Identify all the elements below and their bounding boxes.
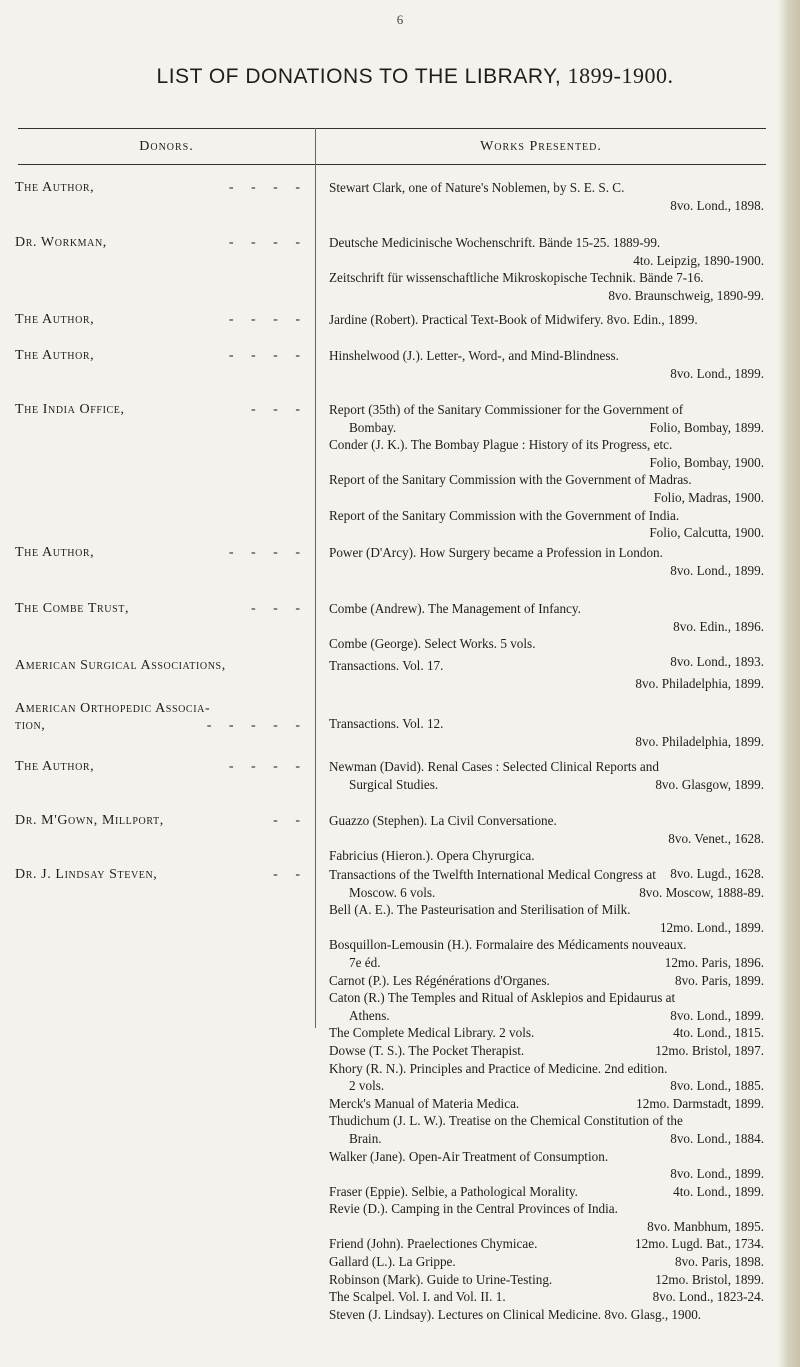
work-title: Bell (A. E.). The Pasteurisation and Sterilisation of Milk. <box>329 902 631 918</box>
work-publication: 8vo. Lond., 1823-24. <box>652 1289 764 1305</box>
table-top-rule <box>18 128 766 129</box>
work-entry-continued <box>329 524 764 542</box>
donor-leader-dots: - - - - <box>228 348 307 363</box>
work-title-continued: Surgical Studies. <box>349 776 439 792</box>
work-entry <box>329 1024 764 1042</box>
work-entry <box>329 401 764 419</box>
work-publication: 12mo. Lond., 1899. <box>659 919 764 935</box>
work-entry-continued <box>329 454 764 472</box>
work-title-continued: Brain. <box>349 1130 382 1146</box>
table-header-rule <box>18 164 766 165</box>
work-publication: 8vo. Braunschweig, 1890-99. <box>608 287 764 303</box>
work-title-continued: 7e éd. <box>349 954 381 970</box>
donor-label: The Author, <box>15 759 95 774</box>
donor-leader-dots: - - - - <box>228 312 307 327</box>
work-entry <box>329 179 764 197</box>
work-title: Conder (J. K.). The Bombay Plague : History of its Progress, etc. <box>329 437 673 453</box>
work-publication: Folio, Calcutta, 1900. <box>649 525 764 541</box>
work-title: Combe (George). Select Works. 5 vols. <box>329 636 536 652</box>
work-title-continued: Moscow. 6 vols. <box>349 884 436 900</box>
donor-name <box>15 179 311 196</box>
work-title: Zeitschrift für wissenschaftliche Mikroskopische Technik. Bände 7-16. <box>329 270 704 286</box>
work-publication: 8vo. Lond., 1899. <box>670 1166 764 1182</box>
work-publication: Folio, Bombay, 1899. <box>649 419 764 435</box>
work-title: Report of the Sanitary Commission with the Government of Madras. <box>329 472 692 488</box>
donor-leader-dots: - - - - <box>228 759 307 774</box>
work-entry <box>329 1042 764 1060</box>
work-entry <box>329 1253 764 1271</box>
work-publication: 12mo. Bristol, 1897. <box>655 1042 764 1058</box>
work-entry <box>329 436 764 454</box>
donor-leader-dots: - - - - <box>228 180 307 195</box>
work-entry <box>329 507 764 525</box>
work-entry <box>329 600 764 618</box>
donor-name <box>15 347 311 364</box>
works-group <box>329 179 764 214</box>
work-entry <box>329 635 764 653</box>
work-entry-continued <box>329 287 764 305</box>
donor-leader-dots: - - <box>273 813 307 828</box>
work-publication: 8vo. Lond., 1893. <box>670 653 764 669</box>
work-title: Power (D'Arcy). How Surgery became a Profession in London. <box>329 545 663 560</box>
work-entry-continued <box>329 1007 764 1025</box>
work-entry <box>329 1306 764 1324</box>
title-main: LIST OF DONATIONS TO THE LIBRARY, <box>156 65 562 88</box>
work-publication: Folio, Bombay, 1900. <box>649 454 764 470</box>
work-entry <box>329 1235 764 1253</box>
work-entry-continued <box>329 884 764 902</box>
work-entry-continued <box>329 489 764 507</box>
work-entry <box>329 1112 764 1130</box>
donor-name <box>15 234 311 251</box>
work-title-continued: 2 vols. <box>349 1078 385 1094</box>
work-publication: 12mo. Paris, 1896. <box>664 954 764 970</box>
work-title: Friend (John). Praelectiones Chymicae. <box>329 1236 538 1252</box>
work-entry <box>329 901 764 919</box>
work-title: Transactions. Vol. 12. <box>329 716 444 731</box>
work-title: Walker (Jane). Open-Air Treatment of Consumption. <box>329 1148 609 1164</box>
work-title: Merck's Manual of Materia Medica. <box>329 1095 520 1111</box>
work-publication: 8vo. Paris, 1898. <box>674 1254 764 1270</box>
work-publication: 8vo. Lugd., 1628. <box>670 865 764 881</box>
work-title-continued: Athens. <box>349 1007 390 1023</box>
work-title: Khory (R. N.). Principles and Practice of Medicine. 2nd edition. <box>329 1060 668 1076</box>
work-title: Thudichum (J. L. W.). Treatise on the Chemical Constitution of the <box>329 1113 683 1129</box>
works-group <box>329 234 764 304</box>
donor-label: American Orthopedic Associa- <box>15 701 211 716</box>
work-entry <box>329 1271 764 1289</box>
work-publication: 8vo. Lond., 1885. <box>670 1078 764 1094</box>
work-entry <box>329 758 764 776</box>
work-entry <box>329 311 764 329</box>
work-entry-continued <box>329 365 764 383</box>
donor-leader-dots: - - - <box>251 601 307 616</box>
work-title: Revie (D.). Camping in the Central Provinces of India. <box>329 1201 618 1217</box>
work-entry-continued <box>329 830 764 848</box>
work-title: The Complete Medical Library. 2 vols. <box>329 1025 535 1041</box>
donor-leader-dots: - - - - - <box>206 718 307 733</box>
donor-name <box>15 657 311 674</box>
work-entry <box>329 1060 764 1078</box>
page-number: 6 <box>396 12 404 27</box>
donor-name <box>15 812 311 829</box>
work-entry-continued <box>329 252 764 270</box>
work-entry <box>329 269 764 287</box>
page-edge-shadow <box>778 0 800 1367</box>
work-title: Transactions. Vol. 17. <box>329 658 444 673</box>
work-title: Guazzo (Stephen). La Civil Conversatione. <box>329 813 557 828</box>
donor-name <box>15 544 311 561</box>
work-entry-continued <box>329 618 764 636</box>
donor-name <box>15 758 311 775</box>
work-publication: 8vo. Philadelphia, 1899. <box>635 733 764 749</box>
work-title: Robinson (Mark). Guide to Urine-Testing. <box>329 1271 553 1287</box>
work-title: Combe (Andrew). The Management of Infancy. <box>329 601 581 616</box>
work-title: Steven (J. Lindsay). Lectures on Clinical Medicine. 8vo. Glasg., 1900. <box>329 1306 702 1322</box>
work-entry <box>329 234 764 252</box>
work-publication: 8vo. Edin., 1896. <box>673 618 764 634</box>
page-title <box>0 63 800 89</box>
work-publication: 8vo. Paris, 1899. <box>674 972 764 988</box>
donor-leader-dots: - - - - <box>228 545 307 560</box>
work-entry-continued <box>329 1130 764 1148</box>
work-publication: 12mo. Bristol, 1899. <box>655 1271 764 1287</box>
work-title: Fraser (Eppie). Selbie, a Pathological Morality. <box>329 1183 578 1199</box>
work-publication: 4to. Lond., 1899. <box>673 1183 764 1199</box>
work-title: Hinshelwood (J.). Letter-, Word-, and Mind-Blindness. <box>329 348 619 363</box>
work-publication: 8vo. Lond., 1899. <box>670 562 764 578</box>
work-publication: 8vo. Lond., 1884. <box>670 1130 764 1146</box>
donor-label: American Surgical Associations, <box>15 658 226 673</box>
work-entry-continued <box>329 1165 764 1183</box>
works-group <box>329 347 764 382</box>
work-publication: 4to. Lond., 1815. <box>673 1025 764 1041</box>
work-title: Dowse (T. S.). The Pocket Therapist. <box>329 1042 525 1058</box>
work-entry <box>329 544 764 562</box>
work-entry <box>329 812 764 830</box>
donor-label: The India Office, <box>15 402 125 417</box>
donor-leader-dots: - - - - <box>228 235 307 250</box>
work-entry-continued <box>329 954 764 972</box>
donor-leader-dots: - - <box>273 867 307 882</box>
donor-label-continued: tion, <box>15 718 46 733</box>
donor-label: The Author, <box>15 180 95 195</box>
donor-leader-dots: - - - <box>251 402 307 417</box>
work-entry-continued <box>329 1218 764 1236</box>
work-title: Newman (David). Renal Cases : Selected Clinical Reports and <box>329 759 659 774</box>
donor-label: The Combe Trust, <box>15 601 130 616</box>
work-entry-continued <box>329 197 764 215</box>
work-title: Stewart Clark, one of Nature's Noblemen, by S. E. S. C. <box>329 180 625 195</box>
work-publication: 8vo. Lond., 1898. <box>670 197 764 213</box>
works-group <box>329 311 764 329</box>
work-publication: 8vo. Philadelphia, 1899. <box>635 675 764 691</box>
donor-label: Dr. J. Lindsay Steven, <box>15 867 158 882</box>
work-publication: 4to. Leipzig, 1890-1900. <box>633 252 764 268</box>
donor-label: Dr. M'Gown, Millport, <box>15 813 164 828</box>
work-entry-continued <box>329 562 764 580</box>
donor-name <box>15 866 311 883</box>
work-entry <box>329 657 764 675</box>
donor-label: The Author, <box>15 545 95 560</box>
work-entry-continued <box>329 776 764 794</box>
donors-column-header: Donors. <box>139 139 194 154</box>
work-title: Gallard (L.). La Grippe. <box>329 1254 456 1270</box>
work-publication: 8vo. Moscow, 1888-89. <box>639 884 764 900</box>
works-group <box>329 401 764 542</box>
work-publication: 12mo. Darmstadt, 1899. <box>636 1095 764 1111</box>
work-publication: 8vo. Glasgow, 1899. <box>655 776 764 792</box>
work-title: Jardine (Robert). Practical Text-Book of Midwifery. 8vo. Edin., 1899. <box>329 312 698 327</box>
donor-name <box>15 401 311 418</box>
donor-label: Dr. Workman, <box>15 235 107 250</box>
work-entry <box>329 866 764 884</box>
works-group <box>329 715 764 750</box>
works-group <box>329 758 764 793</box>
work-entry <box>329 471 764 489</box>
donor-name <box>15 700 311 734</box>
work-entry-continued <box>329 419 764 437</box>
works-group <box>329 544 764 579</box>
work-entry-continued <box>329 733 764 751</box>
work-title: Report of the Sanitary Commission with the Government of India. <box>329 507 680 523</box>
column-divider <box>315 128 316 1028</box>
donor-name <box>15 600 311 617</box>
work-title: The Scalpel. Vol. I. and Vol. II. 1. <box>329 1289 506 1305</box>
donor-label: The Author, <box>15 312 95 327</box>
work-publication: 8vo. Venet., 1628. <box>668 830 764 846</box>
work-entry-continued <box>329 1077 764 1095</box>
work-entry <box>329 989 764 1007</box>
work-entry <box>329 972 764 990</box>
donor-label: The Author, <box>15 348 95 363</box>
work-publication: 8vo. Lond., 1899. <box>670 365 764 381</box>
work-entry <box>329 1148 764 1166</box>
works-column-header: Works Presented. <box>480 139 602 154</box>
work-title: Bosquillon-Lemousin (H.). Formalaire des Médicaments nouveaux. <box>329 937 687 953</box>
donor-name <box>15 311 311 328</box>
works-group <box>329 866 764 1323</box>
works-group <box>329 657 764 692</box>
work-title: Fabricius (Hieron.). Opera Chyrurgica. <box>329 848 535 864</box>
work-entry <box>329 715 764 733</box>
work-title-continued: Bombay. <box>349 419 397 435</box>
work-title: Report (35th) of the Sanitary Commissioner for the Government of <box>329 402 684 417</box>
work-entry <box>329 936 764 954</box>
work-title: Deutsche Medicinische Wochenschrift. Bände 15-25. 1889-99. <box>329 235 661 250</box>
work-title: Caton (R.) The Temples and Ritual of Asklepios and Epidaurus at <box>329 990 676 1006</box>
work-publication: 8vo. Manbhum, 1895. <box>647 1218 764 1234</box>
title-years: 1899-1900. <box>567 63 674 88</box>
work-entry <box>329 847 764 865</box>
work-publication: 8vo. Lond., 1899. <box>670 1007 764 1023</box>
work-entry <box>329 1200 764 1218</box>
work-publication: Folio, Madras, 1900. <box>653 489 764 505</box>
work-entry <box>329 347 764 365</box>
work-entry <box>329 1095 764 1113</box>
work-publication: 12mo. Lugd. Bat., 1734. <box>635 1236 764 1252</box>
work-entry <box>329 1183 764 1201</box>
work-title: Transactions of the Twelfth International Medical Congress at <box>329 867 656 882</box>
work-title: Carnot (P.). Les Régénérations d'Organes. <box>329 972 550 988</box>
work-entry <box>329 1288 764 1306</box>
work-entry-continued <box>329 675 764 693</box>
work-entry-continued <box>329 919 764 937</box>
